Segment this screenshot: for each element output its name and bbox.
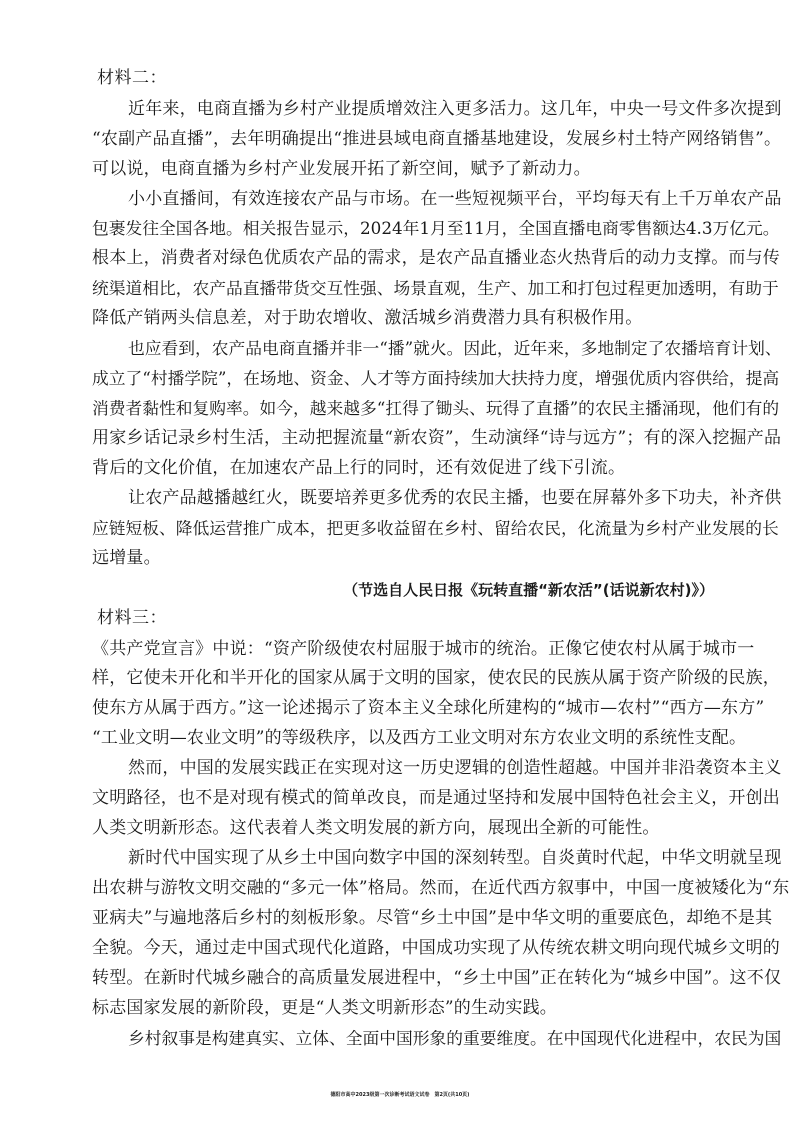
material3-line: 亚病夫”与遍地落后乡村的刻板形象。尽管“乡土中国”是中华文明的重要底色，却绝不是其: [92, 908, 773, 928]
material3-line: “工业文明—农业文明”的等级秩序，以及西方工业文明对东方农业文明的系统性支配。: [92, 728, 747, 748]
material2-source-citation: （节选自人民日报《玩转直播“新农活”(话说新农村)》）: [343, 581, 714, 599]
page-footer: 德阳市高中2023级第一次诊断考试语文试卷 第2页(共10页): [330, 1092, 470, 1098]
material2-line: 远增量。: [92, 548, 161, 568]
material2-line: 也应看到，农产品电商直播并非一“播”就火。因此，近年来，多地制定了农播培育计划、: [128, 338, 782, 358]
material3-line: 文明路径，也不是对现有模式的简单改良，而是通过坚持和发展中国特色社会主义，开创出: [92, 788, 780, 808]
material2-line: 消费者黏性和复购率。如今，越来越多“扛得了锄头、玩得了直播”的农民主播涌现，他们有的: [92, 398, 780, 418]
material2-line: 小小直播间，有效连接农产品与市场。在一些短视频平台，平均每天有上千万单农产品: [128, 189, 782, 209]
material3-line: 人类文明新形态。这代表着人类文明发展的新方向，展现出全新的可能性。: [92, 818, 660, 838]
material3-line: 然而，中国的发展实践正在实现对这一历史逻辑的创造性超越。中国并非沿袭资本主义: [128, 758, 782, 778]
material2-line: 降低产销两头信息差，对于助农增收、激活城乡消费潜力具有积极作用。: [92, 308, 643, 328]
material3-line: 标志国家发展的新阶段，更是“人类文明新形态”的生动实践。: [92, 998, 557, 1018]
material3-line: 全貌。今天，通过走中国式现代化道路，中国成功实现了从传统农耕文明向现代城乡文明的: [92, 938, 780, 958]
material2-line: 根本上，消费者对绿色优质农产品的需求，是农产品直播业态火热背后的动力支撑。而与传: [92, 248, 780, 268]
material2-line: 包裹发往全国各地。相关报告显示，2024年1月至11月，全国直播电商零售额达4.3万亿元。: [92, 218, 780, 238]
material2-line: 可以说，电商直播为乡村产业发展开拓了新空间，赋予了新动力。: [92, 159, 591, 179]
material3-line: 样，它使未开化和半开化的国家从属于文明的国家，使农民的民族从属于资产阶级的民族，: [92, 668, 780, 688]
material2-line: 成立了“村播学院”，在场地、资金、人才等方面持续加大扶持力度，增强优质内容供给，提高: [92, 368, 780, 388]
material2-line: 近年来，电商直播为乡村产业提质增效注入更多活力。这几年，中央一号文件多次提到: [128, 99, 782, 119]
material2-line: 统渠道相比，农产品直播带货交互性强、场景直观，生产、加工和打包过程更加透明，有助于: [92, 278, 779, 298]
material2-line: 背后的文化价值，在加速农产品上行的同时，还有效促进了线下引流。: [92, 458, 626, 478]
material3-line: 转型。在新时代城乡融合的高质量发展进程中，“乡土中国”正在转化为“城乡中国”。这不仅: [92, 968, 782, 988]
material2-line: 让农产品越播越红火，既要培养更多优秀的农民主播，也要在屏幕外多下功夫，补齐供: [128, 488, 782, 508]
material3-line: 乡村叙事是构建真实、立体、全面中国形象的重要维度。在中国现代化进程中，农民为国: [128, 1028, 782, 1048]
material3-heading: 材料三：: [97, 608, 167, 628]
material2-line: 应链短板、降低运营推广成本，把更多收益留在乡村、留给农民，化流量为乡村产业发展的长: [92, 518, 779, 538]
material2-line: “农副产品直播”，去年明确提出“推进县域电商直播基地建设，发展乡村土特产网络销售”。: [92, 129, 782, 149]
material3-line: 出农耕与游牧文明交融的“多元一体”格局。然而，在近代西方叙事中，中国一度被矮化为“东: [92, 878, 790, 898]
material3-line: 使东方从属于西方。”这一论述揭示了资本主义全球化所建构的“城市—农村”“西方—东方”: [92, 698, 765, 718]
material3-line: 新时代中国实现了从乡土中国向数字中国的深刻转型。自炎黄时代起，中华文明就呈现: [128, 848, 782, 868]
material2-heading: 材料二：: [97, 68, 167, 88]
material2-line: 用家乡话记录乡村生活，主动把握流量“新农资”，生动演绎“诗与远方”；有的深入挖掘产品: [92, 428, 782, 448]
material3-line: 《共产党宣言》中说：“资产阶级使农村屈服于城市的统治。正像它使农村从属于城市一: [92, 639, 755, 659]
